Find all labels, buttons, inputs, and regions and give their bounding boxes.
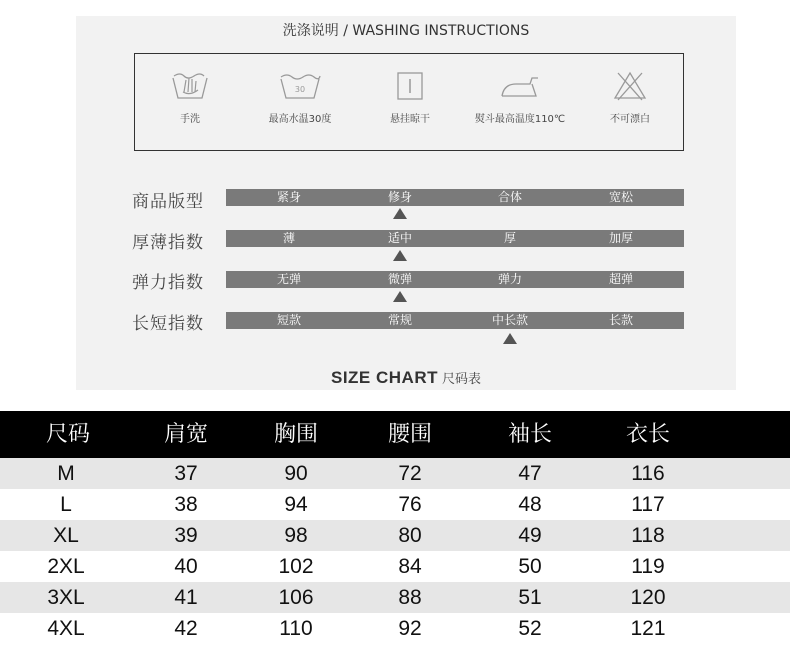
scale-option: 加厚 — [608, 231, 633, 245]
table-cell: 80 — [398, 524, 422, 547]
scale-label: 长短指数 — [132, 314, 204, 334]
table-cell: 3XL — [47, 586, 85, 609]
table-cell: M — [57, 462, 75, 485]
table-header-cell: 肩宽 — [163, 422, 208, 447]
scale-option: 超弹 — [608, 272, 633, 286]
wash-item-30 — [245, 54, 355, 125]
table-cell: 116 — [631, 462, 665, 485]
wash-label-hand: 手洗 — [180, 114, 200, 125]
table-cell: 2XL — [47, 555, 85, 578]
table-cell: 90 — [284, 462, 308, 485]
table-cell: 84 — [398, 555, 422, 578]
scale-label: 商品版型 — [132, 192, 204, 212]
table-cell: 98 — [284, 524, 308, 547]
table-cell: 39 — [174, 524, 198, 547]
wash-30-icon — [278, 70, 322, 102]
table-cell: 50 — [518, 555, 542, 578]
washing-instructions-box — [134, 53, 684, 151]
table-cell: 47 — [518, 462, 542, 485]
scale-option: 长款 — [608, 313, 633, 327]
wash-label-no-bleach: 不可漂白 — [610, 114, 650, 125]
scale-marker — [393, 208, 407, 219]
scale-option: 宽松 — [608, 190, 633, 204]
table-cell: 49 — [518, 524, 542, 547]
table-cell: 119 — [631, 555, 665, 578]
size-chart-title-en: SIZE CHART — [330, 368, 438, 387]
table-cell: 41 — [174, 586, 198, 609]
table-header-cell: 尺码 — [45, 422, 90, 447]
table-cell: 76 — [398, 493, 422, 516]
scale-option: 适中 — [387, 231, 412, 245]
table-cell: 102 — [278, 555, 314, 578]
wash-temp-text: 30 — [294, 85, 306, 94]
iron-icon — [498, 70, 542, 102]
table-cell: 40 — [174, 555, 198, 578]
table-cell: 110 — [279, 617, 313, 640]
washing-title: 洗涤说明 / WASHING INSTRUCTIONS — [282, 23, 530, 39]
scale-option: 无弹 — [276, 272, 301, 286]
hang-dry-icon — [394, 70, 426, 102]
size-chart-title-cn: 尺码表 — [441, 372, 481, 387]
table-cell: 92 — [398, 617, 422, 640]
scale-bar — [226, 312, 684, 329]
table-header-cell: 腰围 — [387, 422, 432, 447]
wash-label-iron: 熨斗最高温度110℃ — [474, 114, 566, 125]
table-cell: 4XL — [47, 617, 85, 640]
table-cell: 94 — [284, 493, 308, 516]
table-cell: L — [60, 493, 72, 516]
table-row — [0, 551, 790, 582]
scale-option: 常规 — [387, 313, 412, 327]
table-row — [0, 489, 790, 520]
scale-marker — [503, 333, 517, 344]
scale-option: 短款 — [276, 313, 301, 327]
wash-item-hand — [135, 54, 245, 125]
table-header-cell: 胸围 — [273, 422, 318, 447]
table-cell: 117 — [631, 493, 665, 516]
scale-option: 修身 — [387, 190, 412, 204]
table-cell: 120 — [630, 586, 666, 609]
scale-label: 弹力指数 — [132, 273, 204, 293]
table-row — [0, 613, 790, 644]
table-cell: 118 — [631, 524, 665, 547]
table-cell: 42 — [174, 617, 198, 640]
table-cell: 37 — [174, 462, 198, 485]
scale-option: 微弹 — [387, 272, 412, 286]
table-cell: 51 — [518, 586, 542, 609]
table-header-cell: 袖长 — [507, 422, 552, 447]
scale-option: 弹力 — [497, 272, 522, 286]
scale-bar — [226, 230, 684, 247]
wash-item-iron — [465, 54, 575, 125]
table-header-cell: 衣长 — [625, 422, 670, 447]
table-cell: 72 — [398, 462, 422, 485]
table-header-row — [0, 411, 790, 458]
table-cell: 88 — [398, 586, 422, 609]
scale-marker — [393, 291, 407, 302]
table-cell: XL — [53, 524, 79, 547]
table-row — [0, 520, 790, 551]
wash-label-hang: 悬挂晾干 — [390, 114, 430, 125]
hand-wash-icon — [170, 70, 210, 102]
table-cell: 106 — [278, 586, 314, 609]
scale-option: 厚 — [503, 231, 516, 245]
scale-bar — [226, 271, 684, 288]
table-cell: 48 — [518, 493, 542, 516]
scale-option: 薄 — [282, 231, 295, 245]
table-cell: 52 — [518, 617, 542, 640]
size-table — [0, 411, 790, 644]
scale-bar — [226, 189, 684, 206]
table-row — [0, 458, 790, 489]
wash-item-hang — [355, 54, 465, 125]
no-bleach-icon — [612, 70, 648, 102]
scale-marker — [393, 250, 407, 261]
scale-option: 中长款 — [491, 313, 528, 327]
wash-item-no-bleach — [575, 54, 685, 125]
size-chart-title — [76, 368, 736, 388]
scale-option: 合体 — [497, 190, 522, 204]
table-row — [0, 582, 790, 613]
table-cell: 121 — [630, 617, 666, 640]
scale-option: 紧身 — [276, 190, 301, 204]
wash-label-30: 最高水温30度 — [268, 114, 332, 125]
table-cell: 38 — [174, 493, 198, 516]
scale-label: 厚薄指数 — [132, 233, 204, 253]
